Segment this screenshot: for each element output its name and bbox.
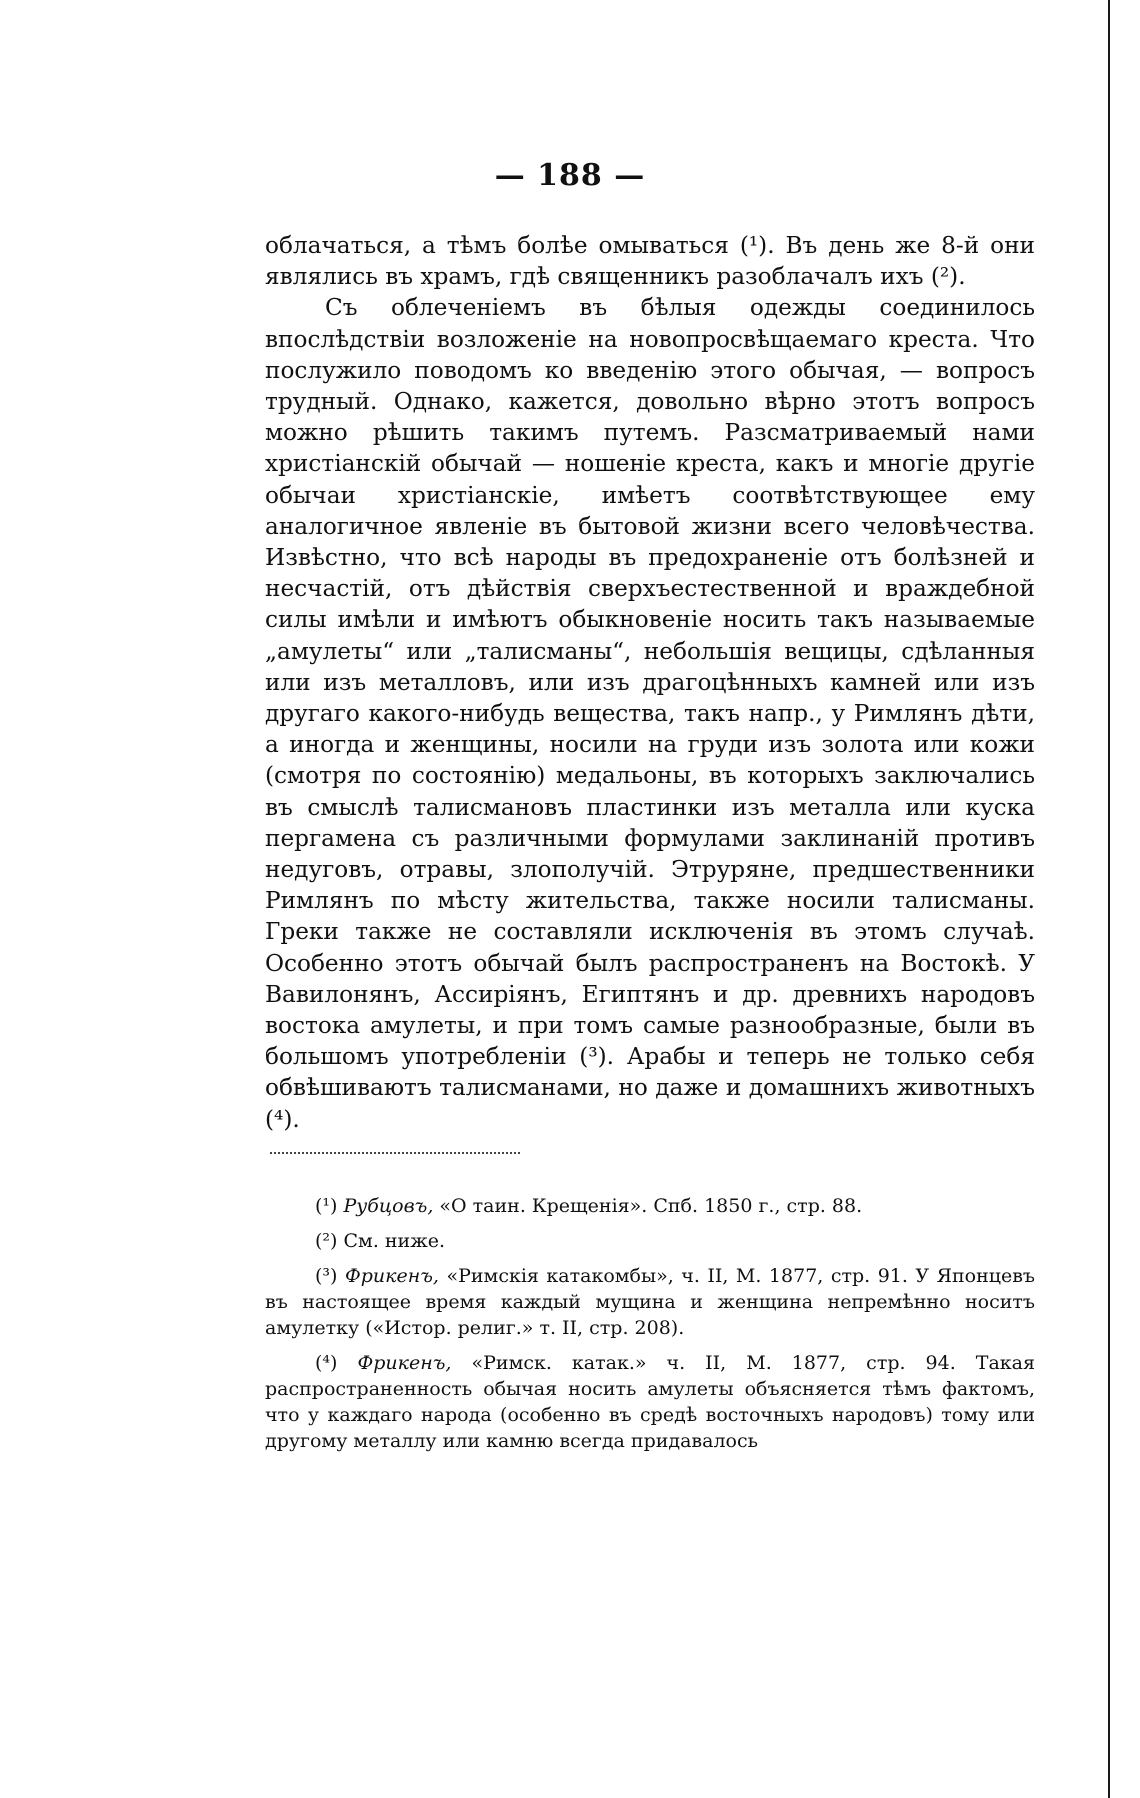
footnote-4-author: Фрикенъ, <box>357 1352 452 1374</box>
footnote-4 <box>265 1350 1035 1454</box>
footnote-1-marker: (¹) <box>315 1195 338 1217</box>
footnotes <box>265 1193 1035 1454</box>
footnote-2-text: См. ниже. <box>343 1230 445 1252</box>
paragraph-2: Съ облеченіемъ въ бѣлыя одежды соединилось впослѣдствіи возложеніе на новопросвѣщаемаго креста. Что послужило поводомъ ко введенію этого обычая, — вопросъ трудный. Однако, кажется, довольно вѣрно этотъ вопросъ можно рѣшить такимъ путемъ. Разсматриваемый нами христіанскій обычай — ношеніе креста, какъ и многіе другіе обычаи христіанскіе, имѣетъ соотвѣтствующее ему аналогичное явленіе въ бытовой жизни всего человѣчества. Извѣстно, что всѣ народы въ предохраненіе отъ болѣзней и несчастій, отъ дѣйствія сверхъестественной и враждебной силы имѣли и имѣютъ обыкновеніе носить такъ называемые „амулеты“ или „талисманы“, небольшія вещицы, сдѣланныя или изъ металловъ, или изъ драгоцѣнныхъ камней или изъ другаго какого-нибудь вещества, такъ напр., у Римлянъ дѣти, а иногда и женщины, носили на груди изъ золота или кожи (смотря по состоянію) медальоны, въ которыхъ заключались въ смыслѣ талисмановъ пластинки изъ металла или куска пергамена съ различными формулами заклинаній противъ недуговъ, отравы, злополучій. Этруряне, предшественники Римлянъ по мѣсту жительства, также носили талисманы. Греки также не составляли исключенія въ этомъ случаѣ. Особенно этотъ обычай былъ распространенъ на Востокѣ. У Вавилонянъ, Ассиріянъ, Египтянъ и др. древнихъ народовъ востока амулеты, и при томъ самые разнообразные, были въ большомъ употребленіи (³). Арабы и теперь не только себя обвѣшиваютъ талисманами, но даже и домашнихъ животныхъ (⁴). <box>265 294 1035 1133</box>
paragraph-1: облачаться, а тѣмъ болѣе омываться (¹). Въ день же 8-й они являлись въ храмъ, гдѣ священникъ разоблачалъ ихъ (²). <box>265 232 1035 291</box>
footnote-separator <box>270 1152 520 1154</box>
page-edge-rule <box>1108 0 1110 1798</box>
footnote-1 <box>265 1193 1035 1219</box>
footnote-3 <box>265 1263 1035 1341</box>
footnote-3-marker: (³) <box>315 1265 338 1287</box>
footnote-2-marker: (²) <box>315 1230 338 1252</box>
footnote-2 <box>265 1228 1035 1254</box>
footnote-3-text: «Римскія катакомбы», ч. II, М. 1877, стр. 91. У Японцевъ въ настоящее время каждый мущина и женщина непремѣнно носитъ амулетку («Истор. религ.» т. II, стр. 208). <box>265 1265 1036 1339</box>
footnote-1-author: Рубцовъ, <box>343 1195 434 1217</box>
footnote-1-text: «О таин. Крещенія». Спб. 1850 г., стр. 88. <box>439 1195 863 1217</box>
footnote-3-author: Фрикенъ, <box>344 1265 439 1287</box>
footnote-4-marker: (⁴) <box>315 1352 338 1374</box>
footnote-4-text: «Римск. катак.» ч. II, М. 1877, стр. 94. Такая распространенность обычая носить амулеты объясняется тѣмъ фактомъ, что у каждаго народа (особенно въ средѣ восточныхъ народовъ) тому или другому металлу или камню всегда придавалось <box>265 1352 1035 1452</box>
main-text <box>265 230 1035 1135</box>
page-number: — 188 — <box>494 158 646 193</box>
